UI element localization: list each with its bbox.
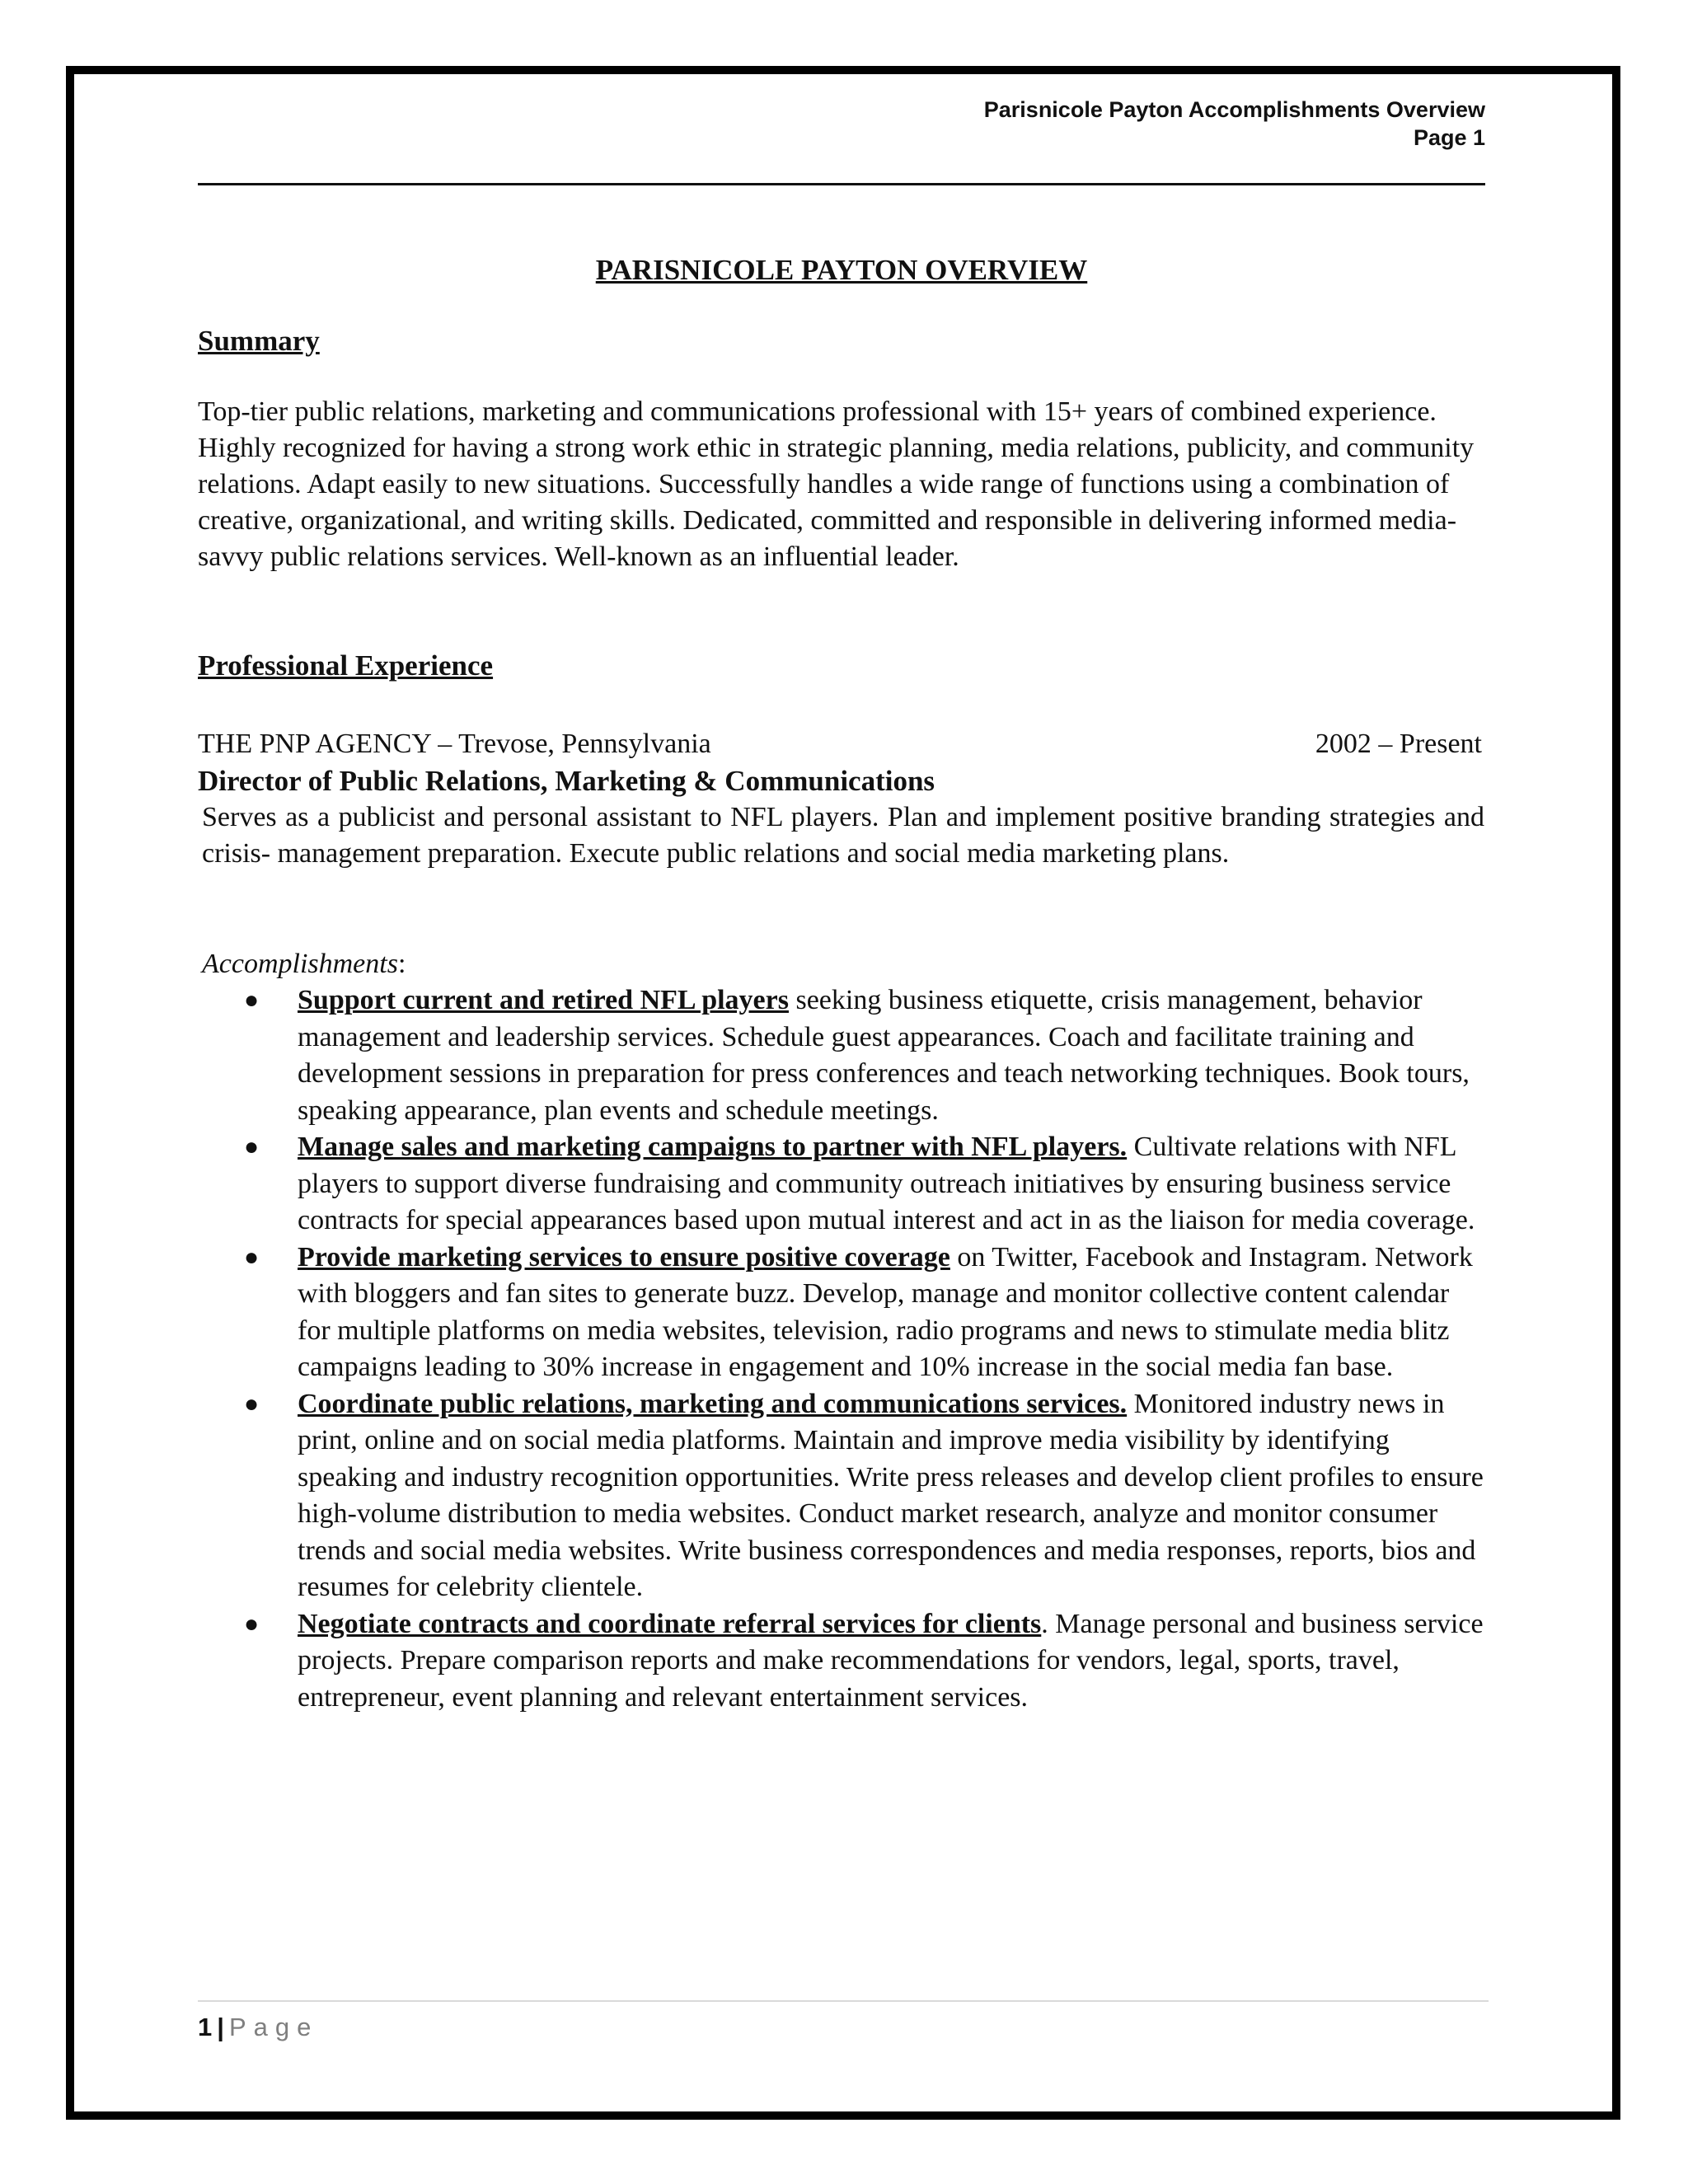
item-lead: Coordinate public relations, marketing and communications services. xyxy=(298,1388,1128,1419)
footer-separator: | xyxy=(217,2013,224,2041)
job-dates: 2002 – Present xyxy=(1315,729,1482,759)
experience-heading: Professional Experience xyxy=(198,649,494,682)
item-text: seeking business etiquette, crisis management, behavior management and leadership services. Schedule guest appearances. Coach and facilitate training and development sessions in preparation for press conferences and teach networking techniques. Book tours, speaking appearance, plan events and schedule meetings. xyxy=(298,985,1470,1126)
list-item xyxy=(198,1129,1485,1240)
item-text: . Manage personal and business service projects. Prepare comparison reports and make recommendations for vendors, legal, sports, travel, entrepreneur, event planning and relevant entertainment services. xyxy=(298,1608,1484,1713)
accomplishments-label xyxy=(202,946,406,982)
bullet-icon: ● xyxy=(244,1133,260,1160)
list-item xyxy=(198,1386,1485,1606)
list-item xyxy=(198,1240,1485,1386)
header-page: Page 1 xyxy=(1413,125,1485,150)
accomplishments-list xyxy=(198,982,1485,1716)
item-lead: Negotiate contracts and coordinate referral services for clients xyxy=(298,1608,1042,1639)
job-line xyxy=(198,726,1482,762)
item-text: Cultivate relations with NFL players to support diverse fundraising and community outreach initiatives by ensuring business service contracts for special appearances based upon mutual interest and act in as the liaison for media coverage. xyxy=(298,1132,1475,1235)
footer-rule xyxy=(198,2000,1489,2002)
bullet-icon: ● xyxy=(244,1390,260,1418)
item-text: Monitored industry news in print, online and on social media platforms. Maintain and improve media visibility by identifying speaking and industry recognition opportunities. Write press releases and develop client profiles to ensure high-volume distribution to media websites. Conduct market research, analyze and monitor consumer trends and social media websites. Write business correspondences and media responses, reports, bios and resumes for celebrity clientele. xyxy=(298,1388,1484,1602)
bullet-icon: ● xyxy=(244,1243,260,1271)
job-title: Director of Public Relations, Marketing & Communications xyxy=(198,765,935,797)
bullet-icon: ● xyxy=(244,987,260,1014)
accomplishments-colon: : xyxy=(397,949,406,979)
header-title: Parisnicole Payton Accomplishments Overview xyxy=(983,97,1485,122)
item-lead: Manage sales and marketing campaigns to partner with NFL players. xyxy=(298,1132,1128,1162)
summary-heading: Summary xyxy=(198,325,320,357)
item-text: on Twitter, Facebook and Instagram. Network with bloggers and fan sites to generate buzz. Develop, manage and monitor collective content calendar for multiple platforms on media websites, television, radio programs and news to stimulate media blitz campaigns leading to 30% increase in engagement and 10% increase in the social media fan base. xyxy=(298,1241,1473,1382)
job-description: Serves as a publicist and personal assistant to NFL players. Plan and implement positive branding strategies and crisis- management preparation. Execute public relations and social media marketing plans. xyxy=(202,802,1484,869)
list-item xyxy=(198,1606,1485,1717)
accomplishments-label-text: Accomplishments xyxy=(202,949,398,979)
document-title: PARISNICOLE PAYTON OVERVIEW xyxy=(595,254,1088,286)
footer-page-word: Page xyxy=(228,2013,319,2041)
item-lead: Support current and retired NFL players xyxy=(298,985,789,1015)
bullet-icon: ● xyxy=(244,1610,260,1638)
footer-page-number: 1 xyxy=(198,2013,213,2041)
header-rule xyxy=(198,183,1485,185)
item-lead: Provide marketing services to ensure positive coverage xyxy=(298,1241,950,1272)
list-item xyxy=(198,982,1485,1129)
running-header xyxy=(984,96,1485,152)
page-footer xyxy=(198,2011,318,2044)
company-name: THE PNP AGENCY – Trevose, Pennsylvania xyxy=(198,729,711,759)
summary-text: Top-tier public relations, marketing and communications professional with 15+ years of combined experience. Highly recognized for having a strong work ethic in strategic planning, media relations, publicity, and community relations. Adapt easily to new situations. Successfully handles a wide range of functions using a combination of creative, organizational, and writing skills. Dedicated, committed and responsible in delivering informed media-savvy public relations services. Well-known as an influential leader. xyxy=(198,396,1475,572)
